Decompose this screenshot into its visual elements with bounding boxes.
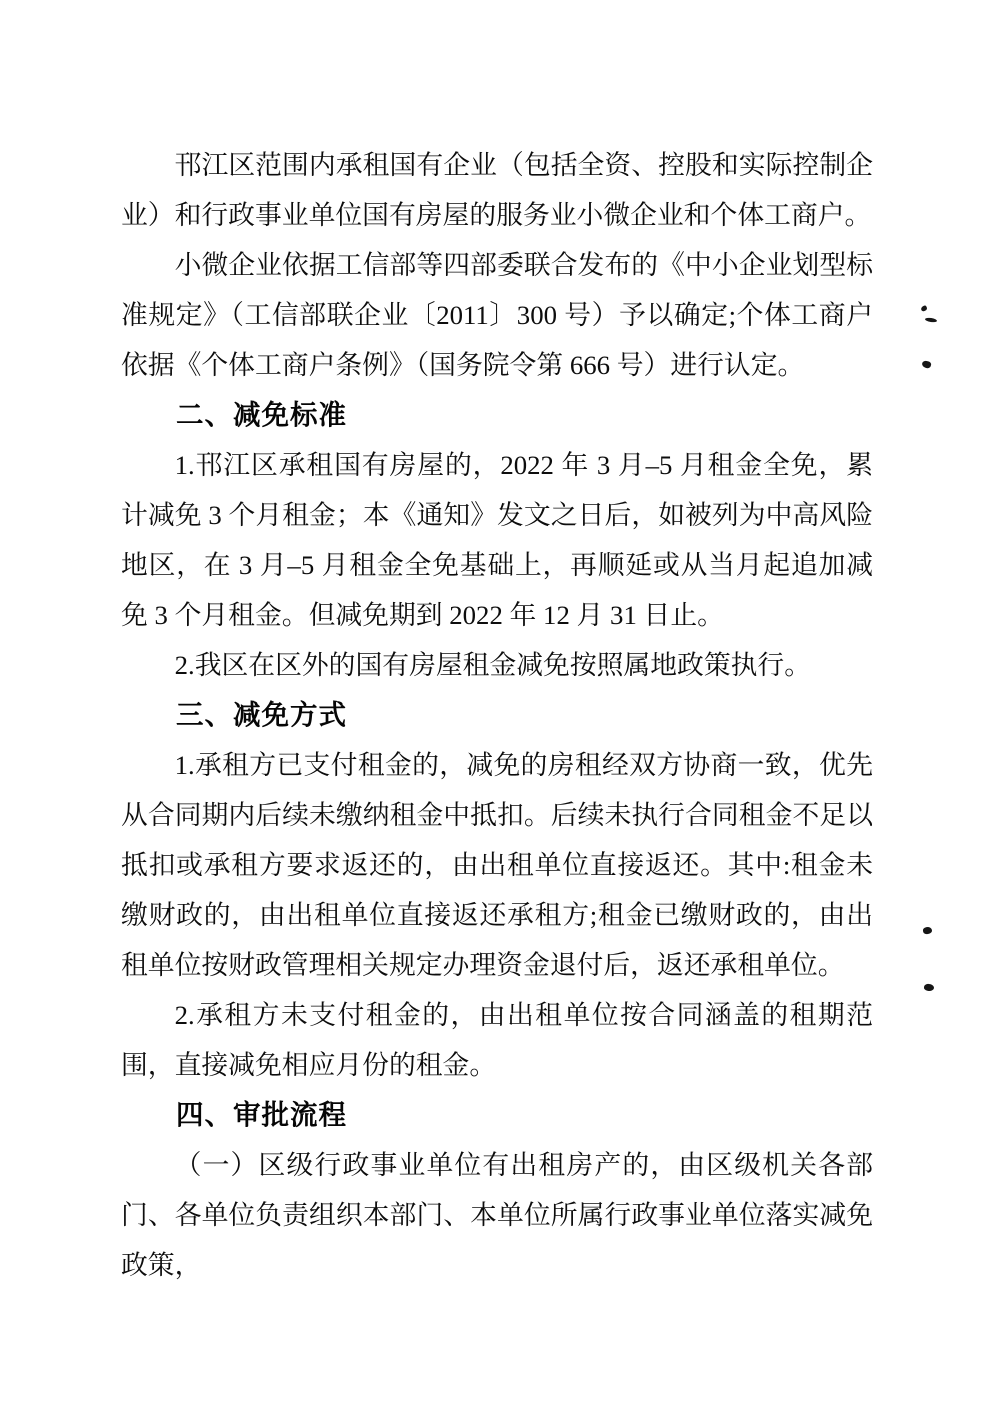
ink-speck	[923, 983, 934, 992]
ink-speck	[920, 305, 928, 312]
section-heading-approval: 四、审批流程	[176, 1099, 347, 1130]
section-heading-standards: 二、减免标准	[176, 399, 347, 430]
paragraph-standard-1: 1.邗江区承租国有房屋的，2022 年 3 月–5 月租金全免，累计减免 3 个月租金；本《通知》发文之日后，如被列为中高风险地区，在 3 月–5 月租金全免基础上，再顺延或从当月起追加减免 3 个月租金。但减免期到 2022 年 12 月 31 日止。	[121, 450, 873, 630]
paragraph-scope-1: 邗江区范围内承租国有企业（包括全资、控股和实际控制企业）和行政事业单位国有房屋的服务业小微企业和个体工商户。	[121, 150, 873, 230]
paragraph-approval-1: （一）区级行政事业单位有出租房产的，由区级机关各部门、各单位负责组织本部门、本单位所属行政事业单位落实减免政策，	[121, 1150, 873, 1280]
ink-speck	[922, 926, 932, 934]
document-body	[121, 140, 873, 1290]
paragraph-scope-2: 小微企业依据工信部等四部委联合发布的《中小企业划型标准规定》（工信部联企业〔2011〕300 号）予以确定;个体工商户依据《个体工商户条例》（国务院令第 666 号）进行认定。	[121, 250, 873, 380]
ink-speck	[925, 317, 937, 323]
paragraph-standard-2: 2.我区在区外的国有房屋租金减免按照属地政策执行。	[174, 650, 812, 680]
ink-speck	[921, 360, 932, 369]
section-heading-methods: 三、减免方式	[176, 699, 347, 730]
paragraph-method-2: 2.承租方未支付租金的，由出租单位按合同涵盖的租期范围，直接减免相应月份的租金。	[121, 1000, 873, 1080]
paragraph-method-1: 1.承租方已支付租金的，减免的房租经双方协商一致，优先从合同期内后续未缴纳租金中抵扣。后续未执行合同租金不足以抵扣或承租方要求返还的，由出租单位直接返还。其中:租金未缴财政的，由出租单位直接返还承租方;租金已缴财政的，由出租单位按财政管理相关规定办理资金退付后，返还承租单位。	[121, 750, 873, 980]
